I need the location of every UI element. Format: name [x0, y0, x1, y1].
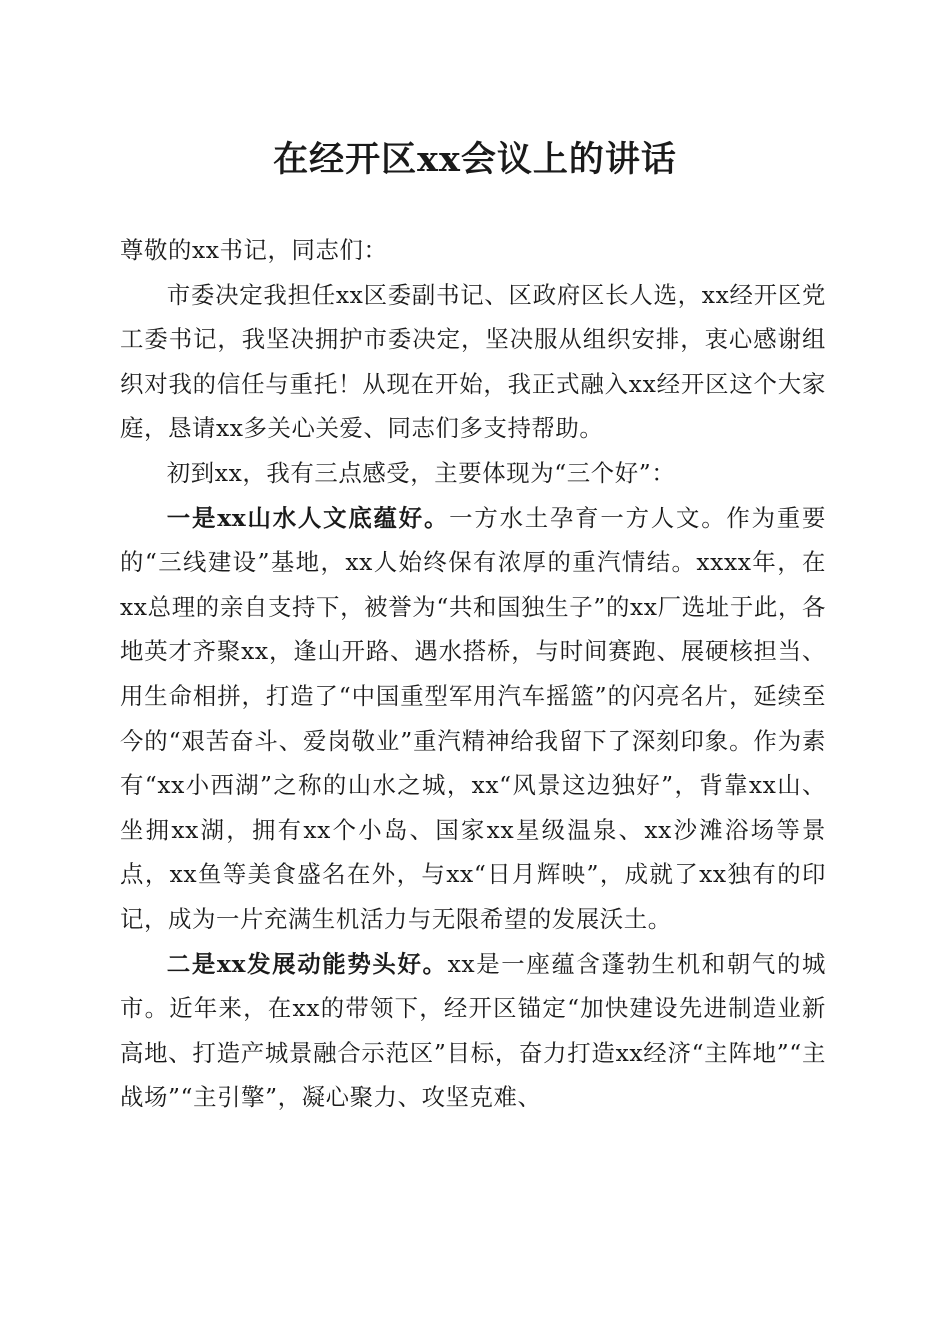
paragraph-impressions-intro	[120, 451, 826, 496]
paragraph-point-two	[120, 942, 826, 1120]
paragraph-lead-heading: 一是xx山水人文底蕴好。	[166, 503, 450, 532]
paragraph-text: 一方水土孕育一方人文。作为重要的“三线建设”基地，xx人始终保有浓厚的重汽情结。xxxx年，在xx总理的亲自支持下，被誉为“共和国独生子”的xx厂选址于此，各地英才齐聚xx，逢山开路、遇水搭桥，与时间赛跑、展硬核担当、用生命相拼，打造了“中国重型军用汽车摇篮”的闪亮名片，延续至今的“艰苦奋斗、爱岗敬业”重汽精神给我留下了深刻印象。作为素有“xx小西湖”之称的山水之城，xx“风景这边独好”，背靠xx山、坐拥xx湖，拥有xx个小岛、国家xx星级温泉、xx沙滩浴场等景点，xx鱼等美食盛名在外，与xx“日月辉映”，成就了xx独有的印记，成为一片充满生机活力与无限希望的发展沃土。	[120, 503, 827, 933]
paragraph-text: 初到xx，我有三点感受，主要体现为“三个好”：	[166, 458, 676, 487]
salutation: 尊敬的xx书记，同志们：	[120, 236, 388, 264]
paragraph-text: 市委决定我担任xx区委副书记、区政府区长人选，xx经开区党工委书记，我坚决拥护市委决定，坚决服从组织安排，衷心感谢组织对我的信任与重托！从现在开始，我正式融入xx经开区这个大家庭，恳请xx多关心关爱、同志们多支持帮助。	[120, 280, 826, 443]
paragraph-text: xx是一座蕴含蓬勃生机和朝气的城市。近年来，在xx的带领下，经开区锚定“加快建设先进制造业新高地、打造产城景融合示范区”目标，奋力打造xx经济“主阵地”“主战场”“主引擎”，凝心聚力、攻坚克难、	[120, 949, 827, 1112]
paragraph-appointment	[120, 273, 826, 451]
paragraph-lead-heading: 二是xx发展动能势头好。	[166, 949, 448, 978]
paragraph-point-one	[120, 496, 826, 942]
document-title: 在经开区xx会议上的讲话	[273, 139, 677, 180]
document-body	[120, 228, 826, 1120]
